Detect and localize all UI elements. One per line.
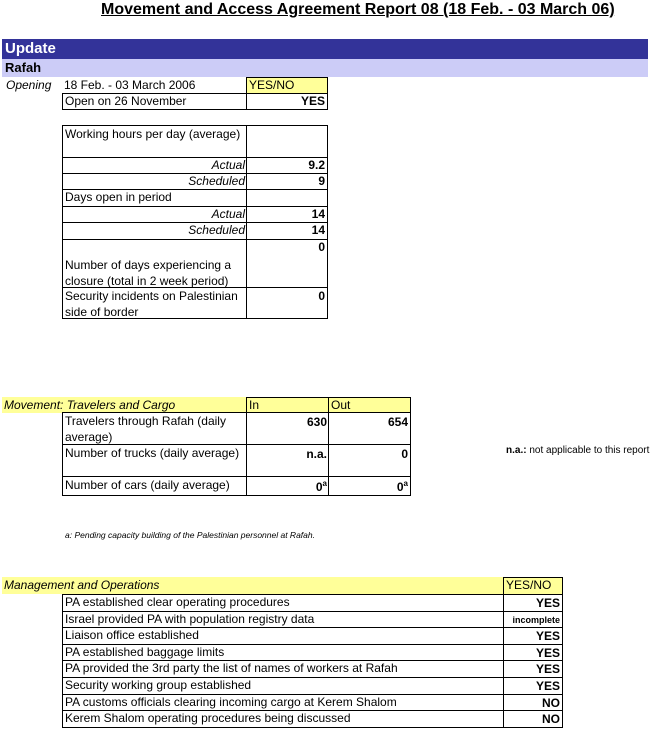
document-title: Movement and Access Agreement Report 08 (18 Feb. - 03 March 06) [101, 1, 615, 18]
days-open-label: Days open in period [62, 189, 247, 207]
footnote-marker: a [322, 479, 327, 488]
movement-out-header: Out [328, 397, 411, 413]
opening-period: 18 Feb. - 03 March 2006 [64, 78, 196, 92]
management-row-label: PA established clear operating procedures [62, 594, 504, 612]
cars-out-value: 0 [396, 480, 404, 494]
opening-label: Opening [6, 78, 52, 92]
cars-in-value: 0 [315, 480, 323, 494]
days-open-value-empty [246, 189, 328, 207]
management-row-label: PA provided the 3rd party the list of names of workers at Rafah [62, 660, 504, 678]
open-on-26-november-label: Open on 26 November [62, 93, 247, 110]
working-hours-label: Working hours per day (average) [62, 125, 247, 158]
management-header: Management and Operations [2, 577, 504, 594]
footnote-marker: a [403, 479, 408, 488]
security-incidents-value: 0 [246, 287, 328, 319]
days-open-actual-label: Actual [62, 206, 247, 223]
management-row-value: NO [503, 710, 563, 728]
opening-yesno-header: YES/NO [246, 77, 328, 93]
rafah-section-header: Rafah [2, 59, 648, 77]
open-on-26-november-value: YES [246, 93, 328, 110]
movement-row-in [246, 412, 329, 445]
update-section-header: Update [2, 39, 648, 59]
working-hours-scheduled-label: Scheduled [62, 173, 247, 190]
working-hours-scheduled-value: 9 [246, 173, 328, 190]
trucks-out-value: 0 [401, 447, 408, 461]
working-hours-actual-label: Actual [62, 157, 247, 174]
management-row-value: NO [503, 694, 563, 712]
management-row-label: Israel provided PA with population registry data [62, 611, 504, 629]
management-row-label: PA established baggage limits [62, 644, 504, 662]
travelers-out-value: 654 [387, 415, 408, 429]
days-open-actual-value: 14 [246, 206, 328, 223]
trucks-in-value: n.a. [306, 447, 327, 461]
movement-row-label: Number of trucks (daily average) [62, 444, 247, 477]
management-row-value: YES [503, 677, 563, 695]
movement-row-out [328, 412, 411, 445]
movement-row-out [328, 444, 411, 477]
closure-days-value: 0 [246, 239, 328, 288]
movement-header: Movement: Travelers and Cargo [2, 397, 247, 413]
management-row-value: YES [503, 594, 563, 612]
travelers-in-value: 630 [306, 415, 327, 429]
management-row-value: YES [503, 644, 563, 662]
movement-table-bottom-border [246, 495, 411, 496]
days-open-scheduled-label: Scheduled [62, 222, 247, 240]
management-row-value: YES [503, 660, 563, 678]
movement-row-label: Number of cars (daily average) [62, 476, 247, 496]
management-yesno-header: YES/NO [503, 577, 563, 594]
management-row-label: PA customs officials clearing incoming cargo at Kerem Shalom [62, 694, 504, 712]
management-row-label: Security working group established [62, 677, 504, 695]
movement-row-label: Travelers through Rafah (daily average) [62, 412, 247, 445]
security-incidents-label: Security incidents on Palestinian side of border [62, 287, 247, 319]
closure-days-label: Number of days experiencing a closure (total in 2 week period) [62, 239, 247, 288]
na-note-abbr: n.a.: [506, 445, 527, 456]
na-note [504, 444, 654, 458]
movement-row-out [328, 476, 411, 496]
management-row-value: incomplete [503, 611, 563, 629]
movement-row-in [246, 476, 329, 496]
days-open-scheduled-value: 14 [246, 222, 328, 240]
na-note-text: not applicable to this report [526, 445, 650, 456]
management-row-label: Liaison office established [62, 627, 504, 645]
working-hours-actual-value: 9.2 [246, 157, 328, 174]
management-row-label: Kerem Shalom operating procedures being discussed [62, 710, 504, 728]
working-hours-value-empty [246, 125, 328, 158]
management-row-value: YES [503, 627, 563, 645]
movement-in-header: In [246, 397, 329, 413]
movement-row-in [246, 444, 329, 477]
footnote-a: a: Pending capacity building of the Palestinian personnel at Rafah. [65, 530, 315, 540]
